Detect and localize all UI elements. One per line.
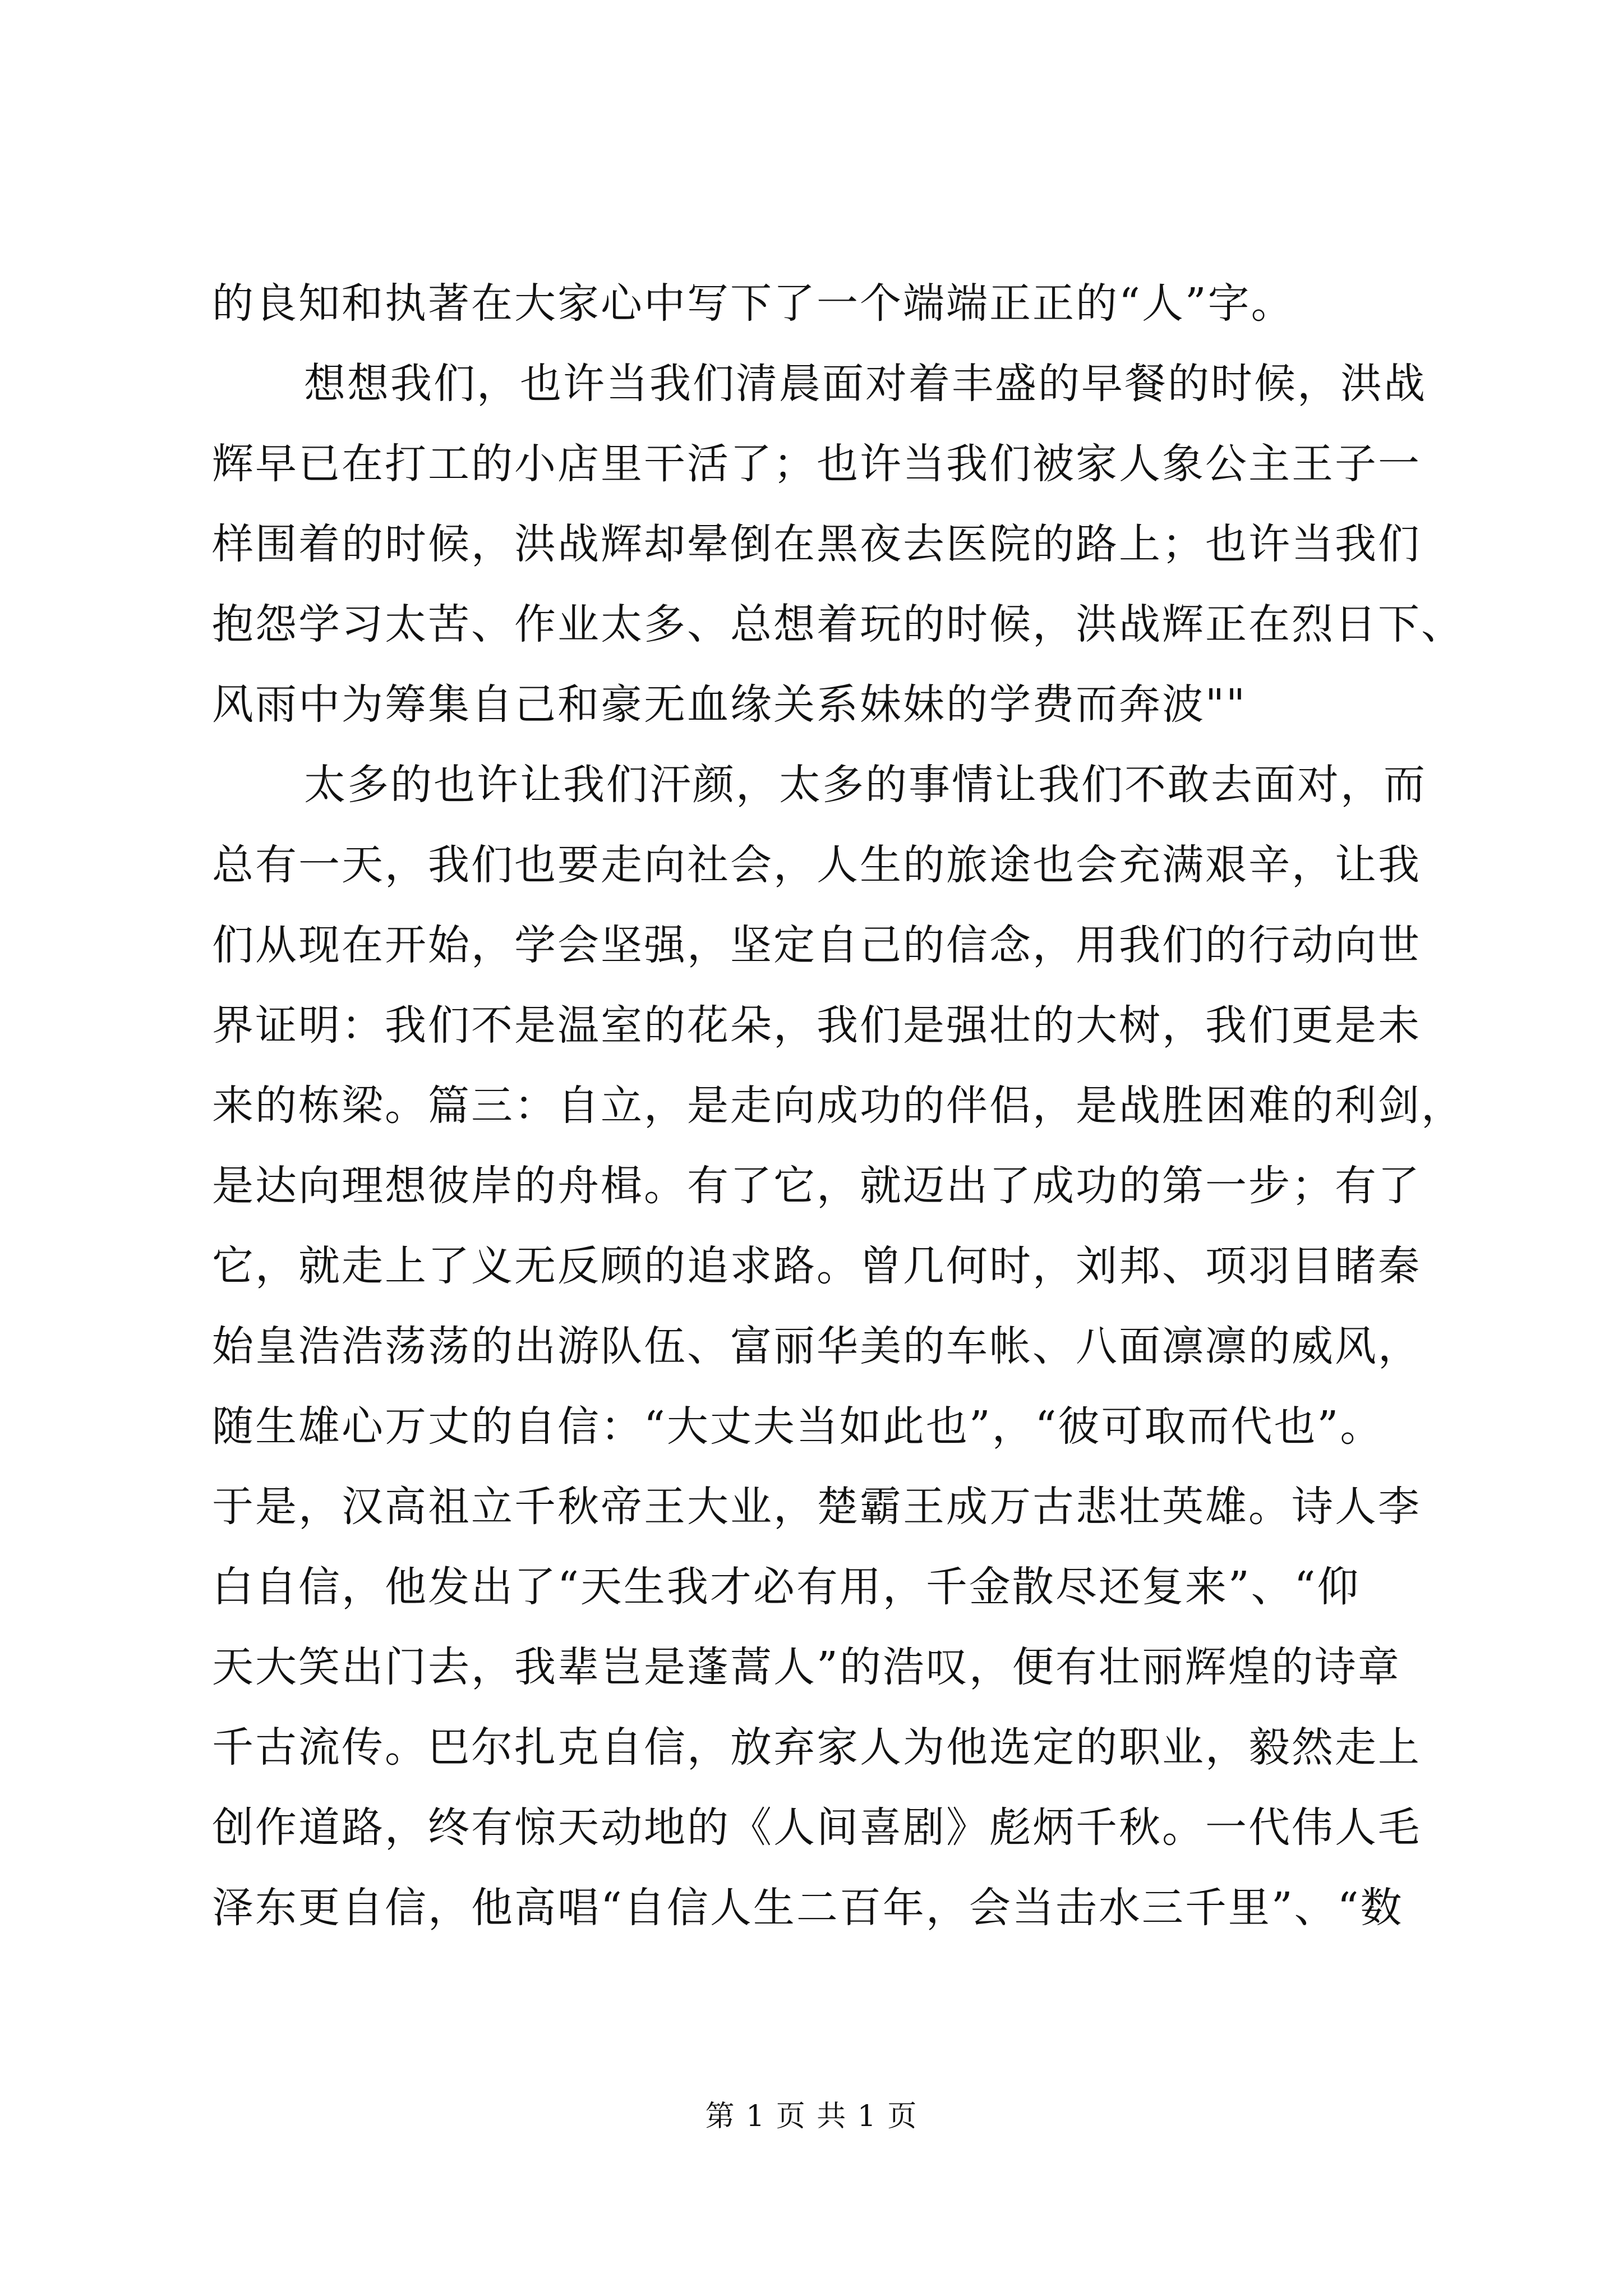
text-line: 是达向理想彼岸的舟楫。有了它，就迈出了成功的第一步；有了 (212, 1162, 1421, 1210)
paragraph-start-line: 想想我们，也许当我们清晨面对着丰盛的早餐的时候，洪战 (304, 360, 1427, 408)
text-line: 千古流传。巴尔扎克自信，放弃家人为他选定的职业，毅然走上 (212, 1723, 1421, 1772)
text-line: 界证明：我们不是温室的花朵，我们是强壮的大树，我们更是未 (212, 1001, 1421, 1050)
page-number-footer: 第 1 页 共 1 页 (705, 2100, 918, 2133)
text-line: 们从现在开始，学会坚强，坚定自己的信念，用我们的行动向世 (212, 921, 1421, 969)
text-line: 天大笑出门去，我辈岂是蓬蒿人”的浩叹，便有壮丽辉煌的诗章 (212, 1643, 1401, 1691)
text-line: 风雨中为筹集自己和豪无血缘关系妹妹的学费而奔波"" (212, 680, 1247, 729)
text-line: 总有一天，我们也要走向社会，人生的旅途也会充满艰辛，让我 (212, 841, 1421, 889)
text-line: 的良知和执著在大家心中写下了一个端端正正的“人”字。 (212, 279, 1294, 328)
paragraph-start-line: 太多的也许让我们汗颜，太多的事情让我们不敢去面对，而 (304, 761, 1427, 809)
text-line: 始皇浩浩荡荡的出游队伍、富丽华美的车帐、八面凛凛的威风， (212, 1322, 1421, 1370)
text-line: 样围着的时候，洪战辉却晕倒在黑夜去医院的路上；也许当我们 (212, 520, 1421, 568)
text-line: 它，就走上了义无反顾的追求路。曾几何时，刘邦、项羽目睹秦 (212, 1242, 1421, 1290)
text-line: 于是，汉高祖立千秋帝王大业，楚霸王成万古悲壮英雄。诗人李 (212, 1483, 1421, 1531)
text-line: 抱怨学习太苦、作业太多、总想着玩的时候，洪战辉正在烈日下、 (212, 600, 1464, 648)
text-line: 辉早已在打工的小店里干活了；也许当我们被家人象公主王子一 (212, 440, 1421, 488)
text-line: 泽东更自信，他高唱“自信人生二百年，会当击水三千里”、“数 (212, 1884, 1404, 1932)
text-line: 白自信，他发出了“天生我才必有用，千金散尽还复来”、“仰 (212, 1563, 1361, 1611)
body-text (212, 264, 1464, 1948)
text-line: 创作道路，终有惊天动地的《人间喜剧》彪炳千秋。一代伟人毛 (212, 1803, 1421, 1852)
text-line: 随生雄心万丈的自信：“大丈夫当如此也”，“彼可取而代也”。 (212, 1402, 1384, 1451)
text-line: 来的栋梁。篇三：自立，是走向成功的伴侣，是战胜困难的利剑， (212, 1082, 1464, 1130)
